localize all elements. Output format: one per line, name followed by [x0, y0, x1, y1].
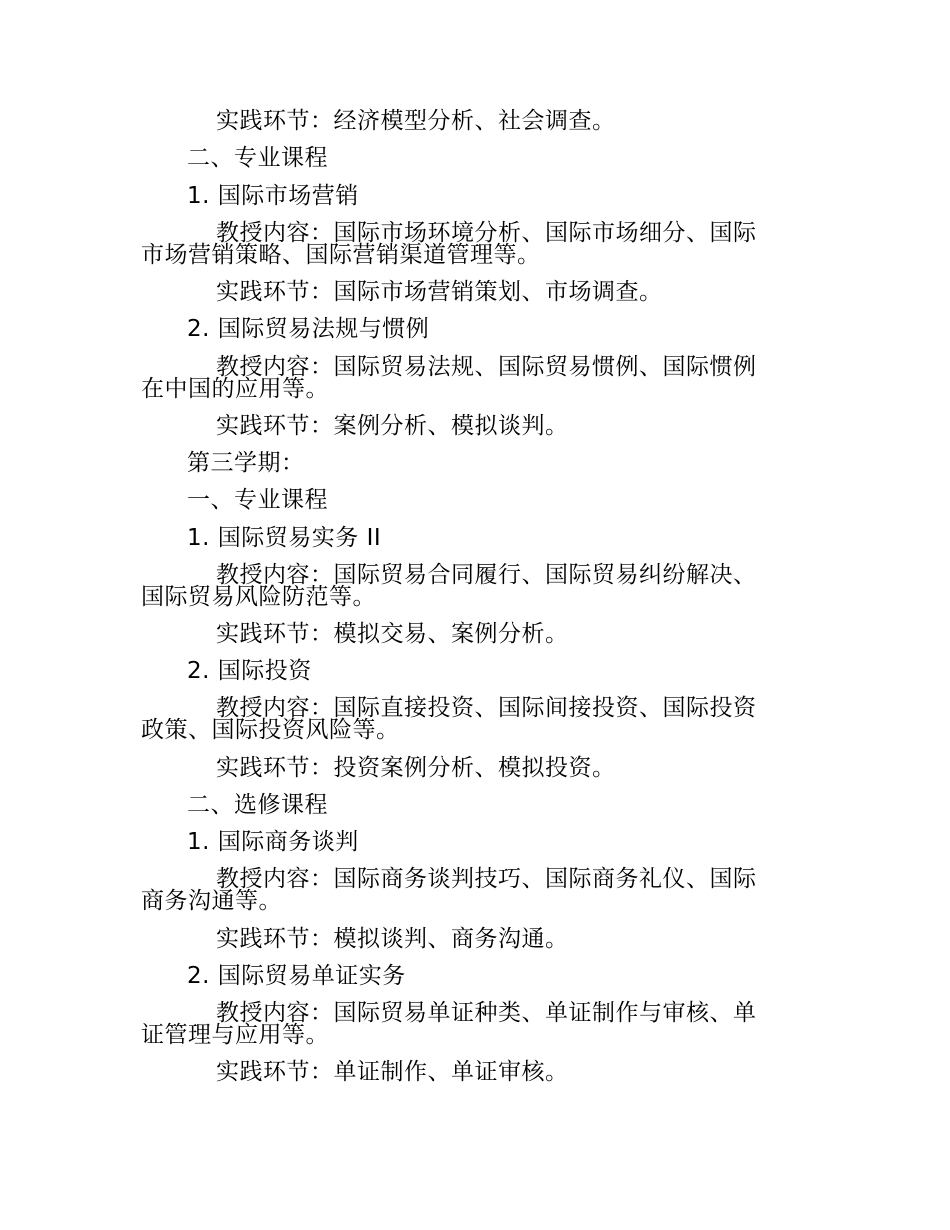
content-line-continued: 国际贸易风险防范等。 — [141, 584, 376, 610]
content-line: 教授内容：国际市场环境分析、国际市场细分、国际 — [216, 220, 757, 246]
content-line-continued: 在中国的应用等。 — [141, 376, 329, 402]
content-line: 教授内容：国际贸易法规、国际贸易惯例、国际惯例 — [216, 354, 757, 380]
content-line: 教授内容：国际贸易单证种类、单证制作与审核、单 — [216, 1000, 757, 1026]
practice-line: 实践环节：单证制作、单证审核。 — [216, 1059, 569, 1085]
course-title: 2. 国际贸易法规与惯例 — [187, 316, 430, 342]
content-line-continued: 市场营销策略、国际营销渠道管理等。 — [141, 242, 541, 268]
course-title: 2. 国际贸易单证实务 — [187, 963, 406, 989]
content-line: 教授内容：国际直接投资、国际间接投资、国际投资 — [216, 695, 757, 721]
content-line-continued: 证管理与应用等。 — [141, 1022, 329, 1048]
semester-heading: 第三学期： — [187, 450, 305, 476]
content-line-continued: 商务沟通等。 — [141, 888, 282, 914]
course-title: 1. 国际市场营销 — [187, 183, 359, 209]
section-heading: 二、选修课程 — [187, 792, 328, 818]
course-title: 1. 国际商务谈判 — [187, 829, 359, 855]
practice-line: 实践环节：模拟谈判、商务沟通。 — [216, 926, 569, 952]
practice-line: 实践环节：案例分析、模拟谈判。 — [216, 413, 569, 439]
course-title: 1. 国际贸易实务 II — [187, 525, 382, 551]
course-title: 2. 国际投资 — [187, 658, 312, 684]
section-heading: 一、专业课程 — [187, 487, 328, 513]
practice-line: 实践环节：投资案例分析、模拟投资。 — [216, 755, 616, 781]
practice-line: 实践环节：模拟交易、案例分析。 — [216, 621, 569, 647]
section-heading: 二、专业课程 — [187, 145, 328, 171]
practice-line: 实践环节：经济模型分析、社会调查。 — [216, 108, 616, 134]
content-line: 教授内容：国际商务谈判技巧、国际商务礼仪、国际 — [216, 866, 757, 892]
practice-line: 实践环节：国际市场营销策划、市场调查。 — [216, 279, 663, 305]
content-line-continued: 政策、国际投资风险等。 — [141, 717, 400, 743]
content-line: 教授内容：国际贸易合同履行、国际贸易纠纷解决、 — [216, 562, 757, 588]
